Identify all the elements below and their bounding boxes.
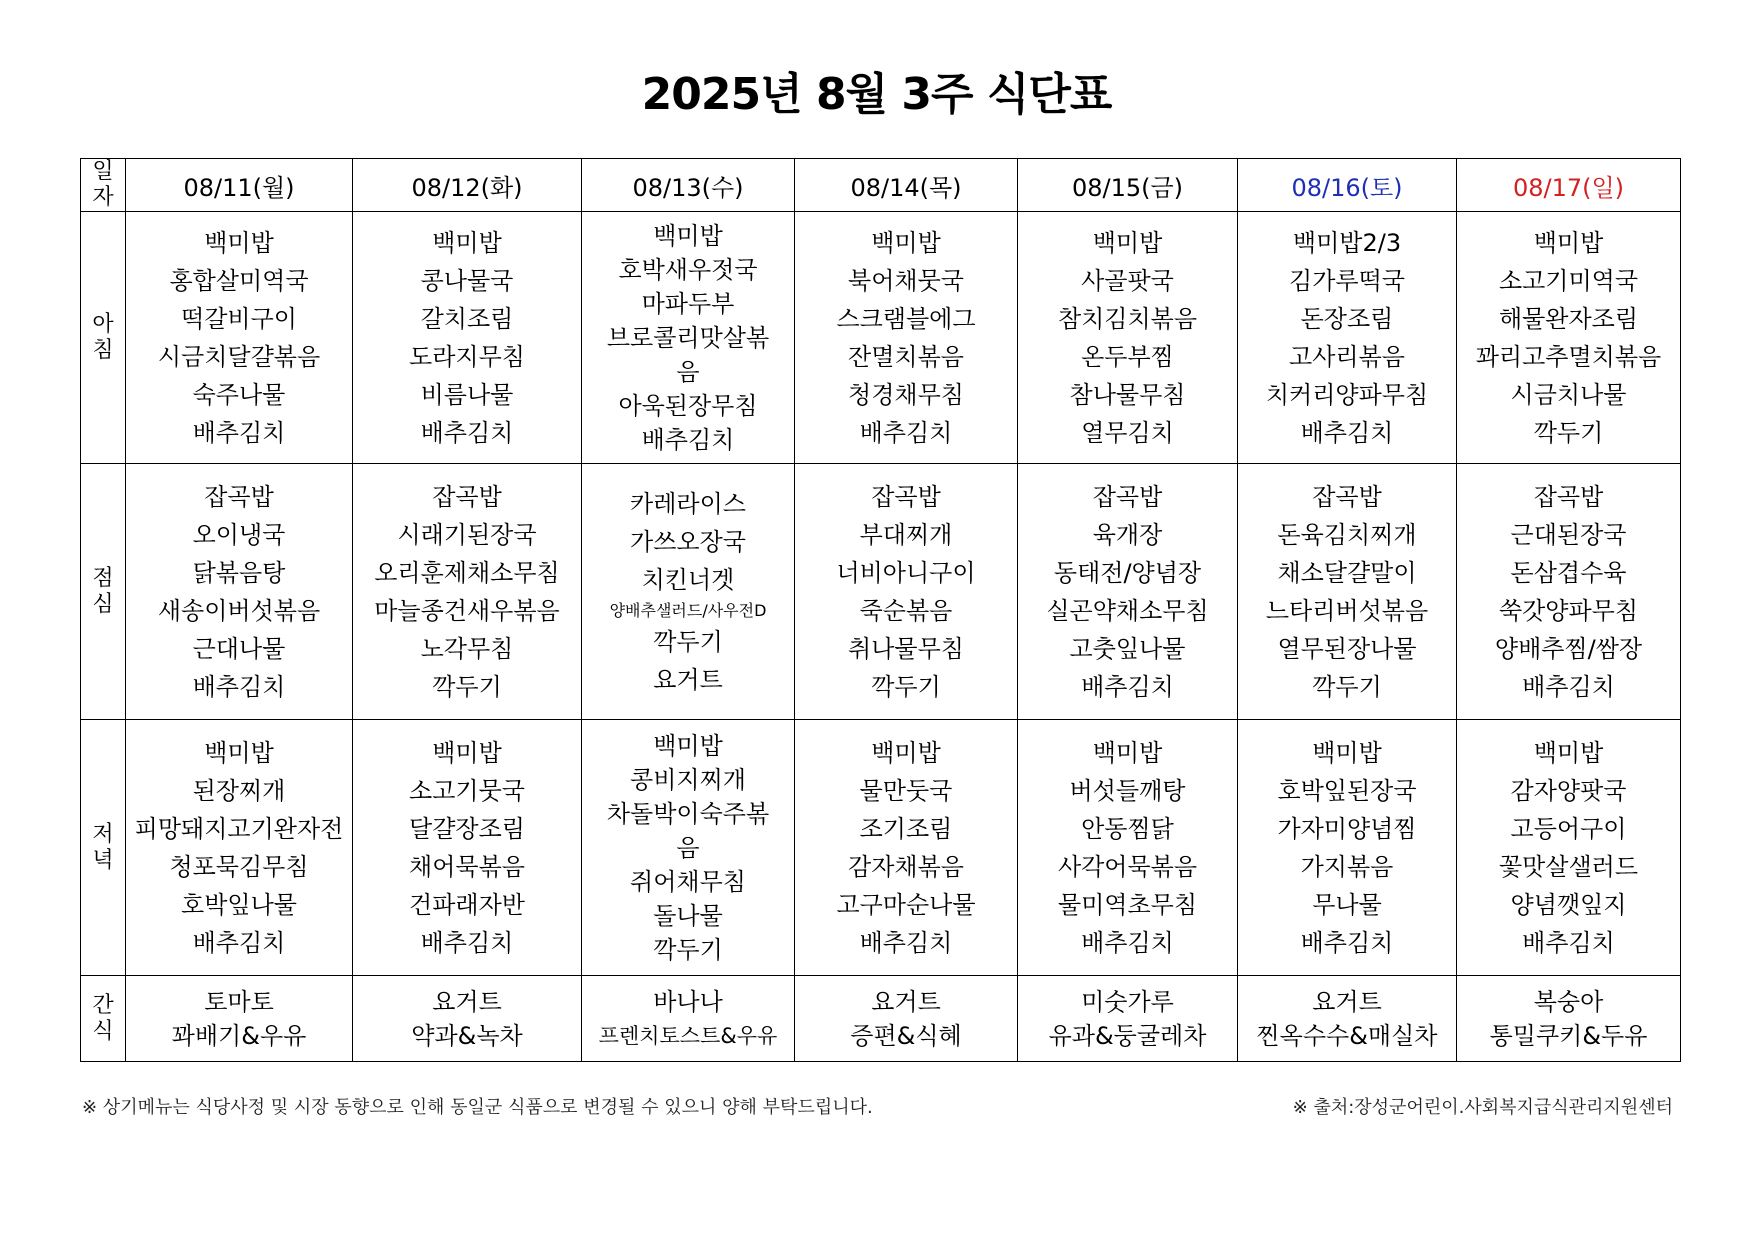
menu-item: 소고기미역국: [1498, 266, 1639, 295]
meal-row-breakfast: [81, 212, 1681, 464]
menu-item: 스크램블에그: [836, 304, 976, 333]
day-header: 08/13(수): [582, 159, 795, 212]
menu-item: 토마토: [204, 987, 274, 1016]
menu-item: 물만둣국: [859, 776, 953, 805]
menu-item: 잡곡밥: [1533, 482, 1604, 511]
menu-item: 요거트: [871, 987, 941, 1016]
menu-item: 배추김치: [641, 425, 735, 454]
menu-item: 조기조림: [859, 814, 953, 843]
menu-item: 바나나: [653, 987, 723, 1016]
menu-item: 백미밥: [871, 738, 941, 767]
menu-item: 요거트: [653, 665, 723, 694]
date-label-2: 자: [92, 185, 114, 210]
menu-item: 사골팟국: [1081, 266, 1174, 295]
menu-item: 피망돼지고기완자전: [134, 814, 344, 843]
menu-item: 음: [676, 357, 700, 386]
meal-label-char: 저: [92, 821, 114, 847]
menu-item: 취나물무침: [848, 634, 964, 663]
meal-label-char: 심: [92, 591, 114, 617]
menu-item: 사각어묵볶음: [1057, 852, 1198, 881]
menu-item: 고등어구이: [1510, 814, 1627, 843]
meal-row-lunch: [81, 464, 1681, 720]
menu-item: 요거트: [432, 987, 502, 1016]
menu-item: 육개장: [1092, 520, 1163, 549]
menu-item: 양념깻잎지: [1510, 890, 1627, 919]
menu-cell: [582, 212, 795, 464]
menu-item: 호박새우젓국: [618, 255, 758, 284]
menu-item: 꽈리고추멸치볶음: [1475, 342, 1662, 371]
menu-item: 깍두기: [1312, 672, 1382, 701]
menu-item: 백미밥: [1533, 738, 1604, 767]
menu-item: 잡곡밥: [1312, 482, 1382, 511]
day-header: 08/11(월): [126, 159, 353, 212]
menu-item: 백미밥: [653, 731, 723, 760]
menu-item: 버섯들깨탕: [1069, 776, 1186, 805]
menu-item: 백미밥: [1092, 228, 1163, 257]
menu-item: 호박잎된장국: [1277, 776, 1417, 805]
menu-item: 떡갈비구이: [181, 304, 297, 333]
menu-item: 가쓰오장국: [630, 527, 746, 556]
menu-item: 배추김치: [1522, 672, 1615, 701]
menu-cell: [126, 720, 353, 976]
menu-item: 잡곡밥: [871, 482, 941, 511]
menu-item: 북어채뭇국: [848, 266, 964, 295]
menu-cell: [353, 212, 582, 464]
menu-item: 백미밥: [204, 738, 274, 767]
menu-item: 건파래자반: [409, 890, 525, 919]
menu-item: 갈치조림: [420, 304, 514, 333]
menu-item: 느타리버섯볶음: [1265, 596, 1429, 625]
meal-label-cell: [81, 464, 126, 720]
menu-item: 청포묵김무침: [169, 852, 309, 881]
menu-item: 너비아니구이: [836, 558, 976, 587]
menu-item: 프렌치토스트&우유: [598, 1023, 778, 1048]
menu-item: 백미밥: [1533, 228, 1604, 257]
menu-item: 근대된장국: [1510, 520, 1627, 549]
menu-item: 닭볶음탕: [192, 558, 286, 587]
menu-item: 잔멸치볶음: [848, 342, 964, 371]
menu-item: 백미밥: [432, 738, 502, 767]
meal-label-char: 간: [92, 992, 114, 1018]
menu-item: 배추김치: [192, 418, 286, 447]
notice-text: ※ 상기메뉴는 식당사정 및 시장 동향으로 인해 동일군 식품으로 변경될 수 있으니 양해 부탁드립니다.: [82, 1097, 873, 1118]
menu-item: 백미밥: [653, 221, 723, 250]
menu-item: 참나물무침: [1069, 380, 1186, 409]
menu-item: 안동찜닭: [1081, 814, 1174, 843]
meal-label-char: 녁: [92, 847, 114, 873]
menu-item: 쥐어채무침: [630, 867, 746, 896]
menu-cell: [126, 464, 353, 720]
menu-cell: [1018, 720, 1238, 976]
menu-item: 온두부찜: [1081, 342, 1174, 371]
menu-item: 배추김치: [859, 418, 953, 447]
menu-item: 깍두기: [432, 672, 502, 701]
menu-item: 무나물: [1312, 890, 1382, 919]
menu-cell: [795, 212, 1018, 464]
menu-cell: [1238, 464, 1457, 720]
menu-item: 잡곡밥: [432, 482, 502, 511]
menu-item: 약과&녹차: [411, 1021, 523, 1050]
menu-item: 백미밥2/3: [1292, 228, 1402, 257]
menu-item: 물미역초무침: [1057, 890, 1198, 919]
meal-label-char: 침: [92, 337, 114, 363]
menu-item: 가지볶음: [1300, 852, 1394, 881]
menu-item: 깍두기: [653, 627, 723, 656]
menu-item: 시금치나물: [1510, 380, 1627, 409]
menu-item: 해물완자조림: [1498, 304, 1639, 333]
menu-item: 근대나물: [192, 634, 286, 663]
menu-item: 배추김치: [1300, 928, 1394, 957]
menu-cell: [126, 212, 353, 464]
menu-item: 도라지무침: [409, 342, 525, 371]
menu-item: 배추김치: [420, 418, 514, 447]
menu-item: 돈육김치찌개: [1277, 520, 1417, 549]
menu-item: 돈장조림: [1300, 304, 1394, 333]
menu-item: 요거트: [1312, 987, 1382, 1016]
menu-item: 잡곡밥: [1092, 482, 1163, 511]
meal-label-cell: [81, 976, 126, 1062]
menu-cell: [126, 976, 353, 1062]
menu-item: 시금치달걀볶음: [157, 342, 321, 371]
menu-item: 양배추샐러드/사우전D: [609, 600, 767, 620]
menu-item: 콩비지찌개: [630, 765, 746, 794]
menu-item: 오리훈제채소무침: [374, 558, 560, 587]
menu-item: 깍두기: [1533, 418, 1604, 447]
menu-item: 고사리볶음: [1289, 342, 1405, 371]
menu-item: 배추김치: [1081, 672, 1174, 701]
menu-item: 배추김치: [192, 928, 286, 957]
menu-item: 배추김치: [1081, 928, 1174, 957]
menu-cell: [1457, 976, 1681, 1062]
menu-item: 유과&둥굴레차: [1048, 1021, 1207, 1050]
menu-item: 배추김치: [420, 928, 514, 957]
menu-item: 백미밥: [1312, 738, 1382, 767]
menu-item: 아욱된장무침: [618, 391, 758, 420]
menu-item: 새송이버섯볶음: [157, 596, 321, 625]
menu-item: 마늘종건새우볶음: [374, 596, 560, 625]
menu-item: 통밀쿠키&두유: [1489, 1021, 1648, 1050]
menu-cell: [1018, 464, 1238, 720]
menu-item: 오이냉국: [192, 520, 286, 549]
menu-item: 동태전/양념장: [1053, 558, 1202, 587]
menu-item: 참치김치볶음: [1057, 304, 1198, 333]
menu-item: 열무된장나물: [1277, 634, 1417, 663]
meal-body: [81, 212, 1681, 1062]
menu-item: 돌나물: [653, 901, 723, 930]
menu-cell: [582, 976, 795, 1062]
meal-label-cell: [81, 720, 126, 976]
menu-item: 시래기된장국: [397, 520, 537, 549]
menu-item: 숙주나물: [192, 380, 286, 409]
menu-item: 쑥갓양파무침: [1498, 596, 1639, 625]
menu-item: 고구마순나물: [836, 890, 976, 919]
menu-cell: [582, 464, 795, 720]
menu-item: 김가루떡국: [1289, 266, 1405, 295]
menu-cell: [353, 720, 582, 976]
menu-item: 브로콜리맛살볶: [606, 323, 770, 352]
menu-cell: [1238, 212, 1457, 464]
meal-label-char: 식: [92, 1018, 114, 1044]
menu-cell: [353, 976, 582, 1062]
menu-cell: [795, 464, 1018, 720]
menu-item: 채어묵볶음: [409, 852, 525, 881]
menu-item: 백미밥: [871, 228, 941, 257]
menu-item: 홍합살미역국: [169, 266, 309, 295]
date-label-cell: [81, 159, 126, 212]
menu-item: 마파두부: [641, 289, 735, 318]
menu-item: 배추김치: [859, 928, 953, 957]
meal-row-snack: [81, 976, 1681, 1062]
menu-item: 양배추찜/쌈장: [1494, 634, 1643, 663]
menu-item: 깍두기: [653, 935, 723, 964]
source-text: ※ 출처:장성군어린이.사회복지급식관리지원센터: [1292, 1097, 1673, 1118]
menu-item: 돈삼겹수육: [1510, 558, 1627, 587]
menu-item: 열무김치: [1081, 418, 1174, 447]
menu-cell: [1018, 212, 1238, 464]
menu-item: 음: [676, 833, 700, 862]
meal-label-cell: [81, 212, 126, 464]
menu-item: 깍두기: [871, 672, 941, 701]
menu-cell: [1457, 464, 1681, 720]
menu-item: 미숫가루: [1081, 987, 1174, 1016]
day-header: 08/15(금): [1018, 159, 1238, 212]
menu-cell: [1238, 720, 1457, 976]
day-header: 08/17(일): [1457, 159, 1681, 212]
menu-item: 배추김치: [1522, 928, 1615, 957]
menu-item: 백미밥: [204, 228, 274, 257]
menu-item: 콩나물국: [420, 266, 514, 295]
menu-item: 채소달걀말이: [1277, 558, 1417, 587]
menu-cell: [1238, 976, 1457, 1062]
menu-item: 청경채무침: [848, 380, 964, 409]
menu-item: 소고기뭇국: [409, 776, 525, 805]
menu-item: 죽순볶음: [859, 596, 953, 625]
meal-row-dinner: [81, 720, 1681, 976]
menu-cell: [795, 720, 1018, 976]
menu-item: 백미밥: [432, 228, 502, 257]
menu-item: 노각무침: [420, 634, 514, 663]
day-header: 08/16(토): [1238, 159, 1457, 212]
meal-table: [80, 158, 1681, 1062]
menu-item: 증편&식혜: [850, 1021, 962, 1050]
menu-item: 된장찌개: [192, 776, 286, 805]
menu-item: 백미밥: [1092, 738, 1163, 767]
menu-item: 찐옥수수&매실차: [1256, 1021, 1438, 1050]
menu-cell: [582, 720, 795, 976]
header-row: [81, 159, 1681, 212]
menu-item: 배추김치: [1300, 418, 1394, 447]
meal-label-char: 아: [92, 311, 114, 337]
menu-item: 카레라이스: [630, 489, 746, 518]
menu-item: 꽃맛살샐러드: [1498, 852, 1639, 881]
menu-cell: [1457, 720, 1681, 976]
menu-cell: [353, 464, 582, 720]
menu-item: 호박잎나물: [181, 890, 297, 919]
menu-item: 달걀장조림: [409, 814, 525, 843]
day-header: 08/12(화): [353, 159, 582, 212]
date-label-1: 일: [92, 159, 114, 184]
menu-item: 차돌박이숙주볶: [606, 799, 770, 828]
menu-item: 가자미양념찜: [1277, 814, 1417, 843]
menu-cell: [1018, 976, 1238, 1062]
menu-item: 실곤약채소무침: [1046, 596, 1209, 625]
menu-item: 고춧잎나물: [1069, 634, 1186, 663]
menu-item: 배추김치: [192, 672, 286, 701]
day-header: 08/14(목): [795, 159, 1018, 212]
menu-item: 부대찌개: [859, 520, 953, 549]
menu-item: 비름나물: [420, 380, 514, 409]
menu-item: 치커리양파무침: [1265, 380, 1429, 409]
menu-cell: [795, 976, 1018, 1062]
menu-cell: [1457, 212, 1681, 464]
menu-item: 복숭아: [1533, 987, 1604, 1016]
menu-item: 감자채볶음: [848, 852, 964, 881]
menu-item: 잡곡밥: [204, 482, 274, 511]
menu-item: 감자양팟국: [1510, 776, 1627, 805]
page-title: 2025년 8월 3주 식단표: [641, 69, 1112, 120]
menu-item: 꽈배기&우유: [171, 1021, 307, 1050]
menu-item: 치킨너겟: [641, 565, 735, 594]
meal-label-char: 점: [92, 565, 114, 591]
